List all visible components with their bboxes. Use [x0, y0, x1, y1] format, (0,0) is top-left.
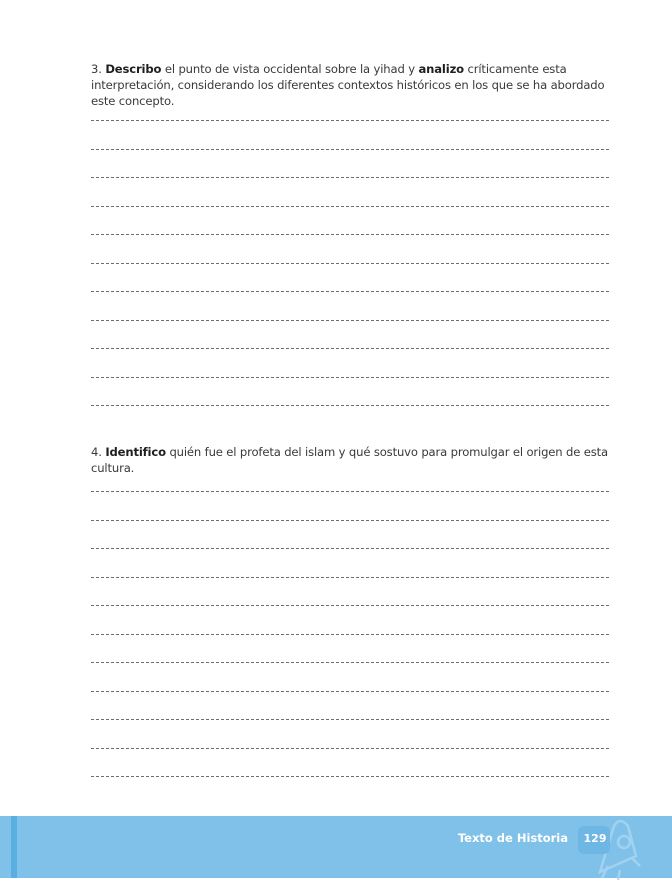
book-title: Texto de Historia — [457, 831, 568, 845]
answer-line[interactable] — [91, 520, 609, 549]
question-number: 3. — [91, 62, 102, 76]
answer-area-4[interactable] — [91, 491, 609, 805]
footer-bottom-margin — [0, 878, 672, 886]
question-verb: Identifico — [105, 445, 166, 459]
answer-line[interactable] — [91, 149, 609, 178]
question-number: 4. — [91, 445, 102, 459]
footer-stripe — [11, 816, 17, 878]
question-verb: analizo — [418, 62, 464, 76]
answer-line[interactable] — [91, 206, 609, 235]
answer-line[interactable] — [91, 405, 609, 434]
answer-line[interactable] — [91, 120, 609, 149]
answer-line[interactable] — [91, 177, 609, 206]
answer-line[interactable] — [91, 719, 609, 748]
question-4 — [91, 444, 611, 476]
question-text: críticamente esta interpretación, considerando los diferentes contextos históricos en los que se ha abordado este concepto. — [91, 62, 605, 108]
question-text: el punto de vista occidental sobre la yihad y — [161, 62, 419, 76]
footer-band — [0, 816, 672, 878]
question-verb: Describo — [105, 62, 162, 76]
answer-line[interactable] — [91, 776, 609, 805]
question-text: quién fue el profeta del islam y qué sostuvo para promulgar el origen de esta cultura. — [91, 445, 608, 475]
answer-line[interactable] — [91, 634, 609, 663]
page-number: 129 — [583, 832, 607, 845]
answer-line[interactable] — [91, 377, 609, 406]
answer-line[interactable] — [91, 748, 609, 777]
answer-area-3[interactable] — [91, 120, 609, 434]
answer-line[interactable] — [91, 605, 609, 634]
answer-line[interactable] — [91, 320, 609, 349]
answer-line[interactable] — [91, 263, 609, 292]
answer-line[interactable] — [91, 234, 609, 263]
answer-line[interactable] — [91, 291, 609, 320]
question-3 — [91, 61, 611, 109]
answer-line[interactable] — [91, 548, 609, 577]
answer-line[interactable] — [91, 662, 609, 691]
answer-line[interactable] — [91, 577, 609, 606]
answer-line[interactable] — [91, 691, 609, 720]
answer-line[interactable] — [91, 491, 609, 520]
answer-line[interactable] — [91, 348, 609, 377]
